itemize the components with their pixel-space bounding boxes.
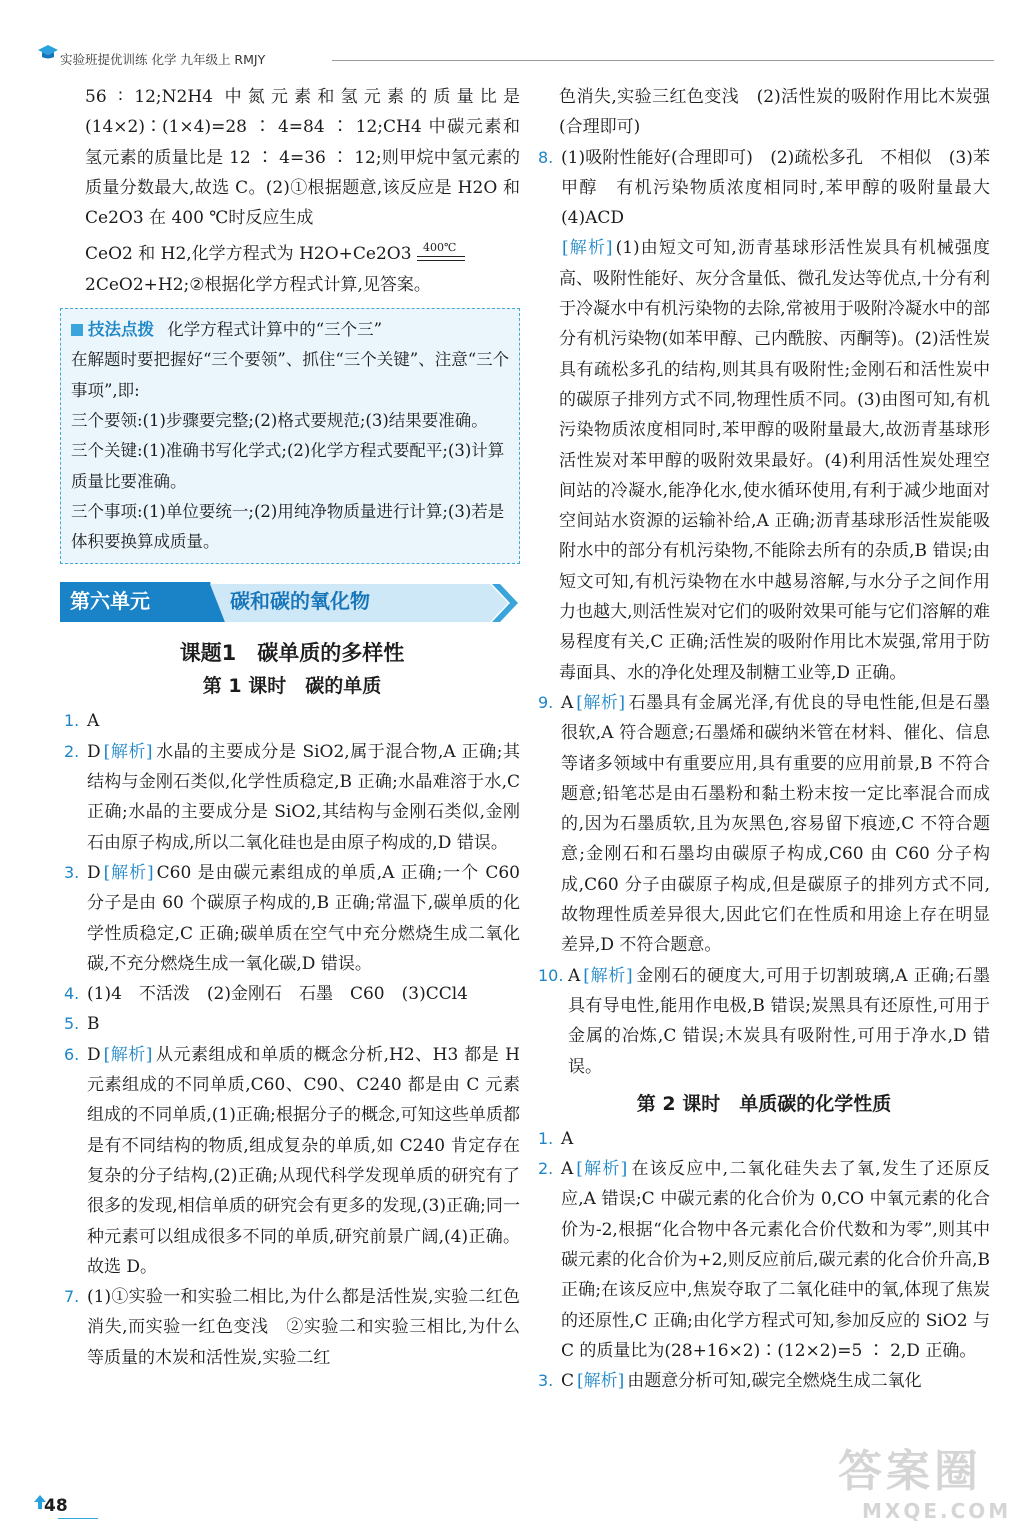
tip-line-1: 在解题时要把握好“三个要领”、抓住“三个关键”、注意“三个事项”,即: [71,350,510,400]
tip-line-3: 三个关键:(1)准确书写化学式;(2)化学方程式要配平;(3)计算质量比要准确。 [71,441,505,491]
tip-line-2: 三个要领:(1)步骤要完整;(2)格式要规范;(3)结果要准确。 [71,410,488,430]
topic-title: 课题1 碳单质的多样性 [179,641,405,666]
answer-item: 6. D [解析] 从元素组成和单质的概念分析,H2、H3 都是 H 元素组成的不同单质,C60、C90、C240 都是由 C 元素组成的不同单质,(1)正确;根据分子的概念,可知这些单质都是有不同结构的物质,组成复杂的单质,如 C240 肯定存在复杂的分子结构,(2)正确;从现代科学发现单质的研究有了很多的发现,相信单质的研究会有更多的发现,(3)正确;同一种元素可以组成很多不同的单质,研究前景广阔,(4)正确。故选 D。 [64,1044,521,1277]
answer-list-left [64,706,520,1373]
running-header: 实验班提优训练 化学 九年级上 RMJY [60,52,266,67]
equation-line [64,239,520,269]
continued-answer-7: 色消失,实验三红色变浅 (2)活性炭的吸附作用比木炭强(合理即可) [559,87,990,138]
lesson-title: 第 1 课时 碳的单质 [202,675,382,698]
analysis-tag: [解析] [577,1371,625,1392]
answer-item: 4. (1)4 不活泼 (2)金刚石 石墨 C60 (3)CCl4 [64,984,468,1005]
right-column [538,82,1007,1396]
answer-item: 8. (1)吸附性能好(合理即可) (2)疏松多孔 不相似 (3)苯甲醇 有机污染物质浓度相同时,苯甲醇的吸附量最大 (4)ACD [538,147,1007,229]
watermark-logo: 答案圈 MXQE.COM [838,1446,1012,1523]
tip-box [60,308,520,564]
answer-item: 2. A [解析] 在该反应中,二氧化硅失去了氧,发生了还原反应,A 错误;C 中碳元素的化合价为 0,CO 中氧元素的化合价为-2,根据“化合物中各元素化合价代数和为零”,则其中碳元素的化合价为+2,则反应前后,碳元素的化合价升高,B 正确;在该反应中,焦炭夺取了二氧化硅中的氧,体现了焦炭的还原性,C 正确;由化学方程式可知,参加反应的 SiO2 与 C 的质量比为(28+16×2)∶(12×2)=5 ∶ 2,D 正确。 [538,1159,991,1361]
equation-text: CeO2 和 H2,化学方程式为 H2O+Ce2O3 [85,244,412,265]
graduation-cap-icon [37,43,59,63]
answer-item: 5. B [64,1014,100,1035]
analysis-tag: [解析] [103,862,154,883]
answer-analysis: [解析] (1)由短文可知,沥青基球形活性炭具有机械强度高、吸附性能好、灰分含量低、微孔发达等优点,十分有利于冷凝水中有机污染物的去除,常被用于吸附冷凝水中的部分有机污染物(如苯甲醇、己内酰胺、丙酮等)。(2)活性炭具有疏松多孔的结构,则其具有吸附性;金刚石和活性炭中的碳原子排列方式不同,物理性质不同。(3)由图可知,有机污染物质浓度相同时,苯甲醇的吸附量最大,故沥青基球形活性炭对苯甲醇的吸附效果最好。(4)利用活性炭处理空间站的冷凝水,能净化水,使水循环使用,有利于减少地面对空间站水资源的运输补给,A 正确;沥青基球形活性炭能吸附水中的部分有机污染物,不能除去所有的杂质,B 错误;由短文可知,有机污染物在水中越易溶解,与水分子之间作用力也越大,则活性炭对它们的吸附效果可能与它们溶解的难易程度有关,C 正确;活性炭的吸附作用比木炭强,常用于防毒面具、水的净化处理及制糖工业等,D 正确。 [559,238,991,683]
analysis-tag: [解析] [576,1159,628,1180]
answer-item: 9. A [解析] 石墨具有金属光泽,有优良的导电性能,但是石墨很软,A 符合题意;石墨烯和碳纳米管在材料、催化、信息等诸多领域中有重要应用,具有重要的应用前景,B 不符合题意;铅笔芯是由石墨粉和黏土粉末按一定比率混合而成的,因为石墨质软,且为灰黑色,容易留下痕迹,C 不符合题意;金刚石和石墨均由碳原子构成,C60 由 C60 分子构成,C60 分子由碳原子构成,但是碳原子的排列方式不同,故物理性质差异很大,因此它们在性质和用途上存在明显差异,D 不符合题意。 [538,692,991,956]
lesson-title-2: 第 2 课时 单质碳的化学性质 [636,1092,892,1115]
answer-item: 10. A [解析] 金刚石的硬度大,可用于切割玻璃,A 正确;石墨具有导电性,能用作电极,B 错误;炭黑具有还原性,可用于金属的冶炼,C 错误;木炭具有吸附性,可用于净水,D 错误。 [538,965,990,1077]
tip-title: 技法点拨 [88,320,154,340]
equation-result: 2CeO2+H2;②根据化学方程式计算,见答案。 [85,274,431,295]
tip-heading-line [71,315,511,345]
unit-label: 第六单元 [70,589,150,614]
unit-banner [60,578,520,626]
answer-item: 2. D [解析] 水晶的主要成分是 SiO2,属于混合物,A 正确;其结构与金刚石类似,化学性质稳定,B 正确;水晶难溶于水,C 正确;水晶的主要成分是 SiO2,其结构与金刚石类似,金刚石由原子构成,所以二氧化硅也是由原子构成的,D 错误。 [64,741,520,853]
tip-square-icon [71,324,83,336]
analysis-tag: [解析] [103,741,153,762]
answer-item: 1. A [64,711,100,732]
tip-line-4: 三个事项:(1)单位要统一;(2)用纯净物质量进行计算;(3)若是体积要换算成质量。 [71,501,505,552]
unit-title: 碳和碳的氧化物 [230,589,370,614]
answer-item: 3. D [解析] C60 是由碳元素组成的单质,A 正确;一个 C60 分子是由 60 个碳原子构成的,B 正确;常温下,碳单质的化学性质稳定,C 正确;碳单质在空气中充分燃烧生成二氧化碳,不充分燃烧生成一氧化碳,D 错误。 [64,862,520,974]
analysis-tag: [解析] [562,238,613,259]
equation-condition: 400℃ [417,256,465,270]
analysis-tag: [解析] [103,1044,153,1065]
analysis-tag: [解析] [576,692,626,713]
continued-answer: 56 ∶ 12;N2H4 中氮元素和氢元素的质量比是(14×2)∶(1×4)=28 ∶ 4=84 ∶ 12;CH4 中碳元素和氢元素的质量比是 12 ∶ 4=36 ∶ 12;则甲烷中氢元素的质量分数最大,故选 C。(2)①根据题意,该反应是 H2O 和 Ce2O3 在 400 ℃时反应生成 [85,87,520,229]
left-column [64,82,520,1373]
answer-item: 1. A [538,1128,574,1149]
page-number: 48 [44,1496,68,1516]
header-rule [332,60,994,61]
page-number-rule [58,1518,98,1519]
analysis-tag: [解析] [583,965,633,986]
answer-item: 7. (1)①实验一和实验二相比,为什么都是活性炭,实验二红色消失,而实验一红色变浅 ②实验二和实验三相比,为什么等质量的木炭和活性炭,实验二红 [64,1287,520,1368]
answer-item: 3. C [解析] 由题意分析可知,碳完全燃烧生成二氧化 [538,1371,922,1392]
tip-heading: 化学方程式计算中的“三个三” [167,320,383,340]
